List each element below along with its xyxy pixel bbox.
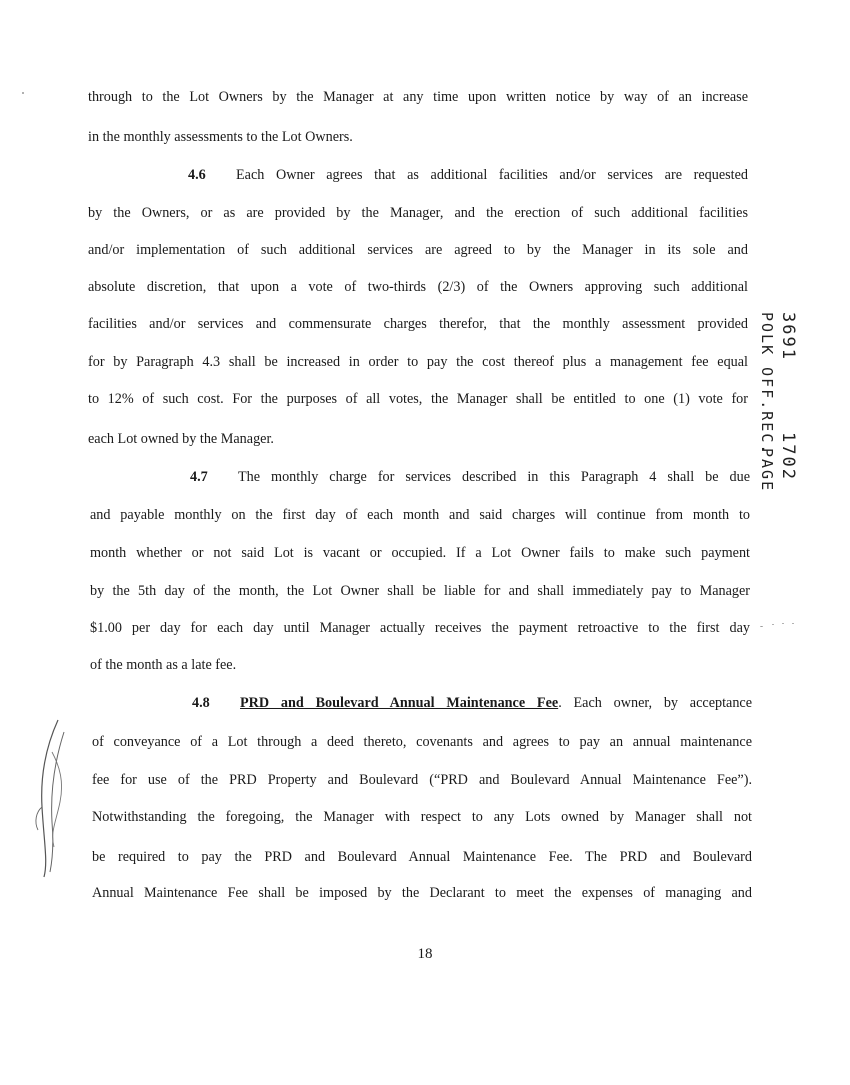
text-line: each Lot owned by the Manager. xyxy=(88,431,274,447)
page-number: 18 xyxy=(417,946,433,962)
section-heading: PRD and Boulevard Annual Maintenance Fee xyxy=(240,695,559,711)
section-number: 4.6 xyxy=(188,167,206,183)
scan-speck xyxy=(22,92,24,94)
text-line: and payable monthly on the first day of each month and said charges will continue from month to xyxy=(90,507,750,523)
section-4-7-first-line xyxy=(90,468,750,486)
text-line: Notwithstanding the foregoing, the Manager with respect to any Lots owned by Manager shall not xyxy=(92,809,752,825)
text-line: in the monthly assessments to the Lot Owners. xyxy=(88,129,353,145)
text-line: The monthly charge for services described in this Paragraph 4 shall be due xyxy=(238,469,750,485)
text-line: Annual Maintenance Fee shall be imposed by the Declarant to meet the expenses of managing and xyxy=(92,885,752,901)
text-line: be required to pay the PRD and Boulevard Annual Maintenance Fee. The PRD and Boulevard xyxy=(92,849,752,865)
section-4-6-first-line xyxy=(88,166,748,184)
text-line: through to the Lot Owners by the Manager at any time upon written notice by way of an increase xyxy=(88,89,748,105)
text-line: of the month as a late fee. xyxy=(90,657,237,673)
text-line: of conveyance of a Lot through a deed thereto, covenants and agrees to pay an annual maintenance xyxy=(92,734,752,750)
text-line: facilities and/or services and commensurate charges therefor, that the monthly assessment provided xyxy=(88,316,748,332)
scan-speck xyxy=(782,623,784,624)
section-number: 4.7 xyxy=(190,469,208,485)
stamp-page-number: 1702 xyxy=(778,432,798,481)
text-line: fee for use of the PRD Property and Boulevard (“PRD and Boulevard Annual Maintenance Fee”). xyxy=(92,772,752,788)
text-line: Each Owner agrees that as additional facilities and/or services are requested xyxy=(236,167,748,183)
section-4-8-first-line xyxy=(92,694,752,712)
scan-speck xyxy=(772,624,774,625)
text-line: by the Owners, or as are provided by the Manager, and the erection of such additional facilities xyxy=(88,205,748,221)
text-line: by the 5th day of the month, the Lot Owner shall be liable for and shall immediately pay to Manager xyxy=(90,583,750,599)
stamp-page-label: PAGE xyxy=(758,448,776,493)
text-line: for by Paragraph 4.3 shall be increased in order to pay the cost thereof plus a management fee equal xyxy=(88,354,748,370)
heading-punctuation: . xyxy=(558,695,562,711)
scan-speck xyxy=(760,626,763,627)
section-number: 4.8 xyxy=(192,695,210,711)
text-line: month whether or not said Lot is vacant or occupied. If a Lot Owner fails to make such payment xyxy=(90,545,750,561)
text-line: absolute discretion, that upon a vote of two-thirds (2/3) of the Owners approving such additional xyxy=(88,279,748,295)
stamp-book-label: POLK OFF.REC. xyxy=(758,312,776,456)
text-line: Each owner, by acceptance xyxy=(573,695,753,711)
text-line: $1.00 per day for each day until Manager actually receives the payment retroactive to the first day xyxy=(90,620,750,636)
initials-signature-mark xyxy=(30,712,80,882)
text-line: and/or implementation of such additional services are agreed to by the Manager in its sole and xyxy=(88,242,748,258)
text-line: to 12% of such cost. For the purposes of all votes, the Manager shall be entitled to one (1) vote for xyxy=(88,391,748,407)
scan-speck xyxy=(792,623,794,624)
stamp-book-number: 3691 xyxy=(778,312,798,361)
recording-stamp xyxy=(752,312,798,492)
